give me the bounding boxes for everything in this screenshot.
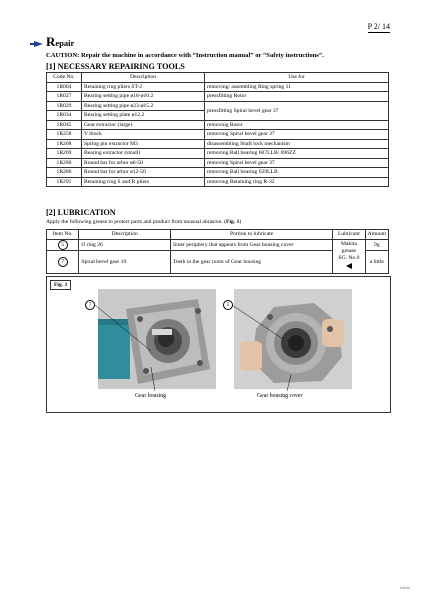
gear-housing-photo: [98, 289, 216, 389]
column-header: Description: [79, 230, 171, 240]
figure-box: [46, 276, 391, 413]
caption-gear-housing: Gear housing: [135, 393, 167, 399]
lubrication-table: [46, 229, 389, 274]
column-header: Description: [82, 73, 205, 83]
code-cell: 1R268: [47, 139, 82, 149]
description-cell: O ring 26: [79, 239, 171, 250]
lubricant-line: Makita: [340, 240, 357, 247]
table-row: [47, 158, 389, 168]
code-cell: 1R286: [47, 168, 82, 178]
use-cell: pressfitting Rotor: [205, 92, 389, 102]
page-title: Repair: [46, 34, 75, 49]
use-cell: removing Spiral bevel gear 37: [205, 158, 389, 168]
column-header: Amount: [365, 230, 388, 240]
callout-badge: 5: [223, 300, 233, 310]
use-cell: removing Spiral bevel gear 37: [205, 130, 389, 140]
description-cell: Spring pin extractor M3: [82, 139, 205, 149]
column-header: Use for: [205, 73, 389, 83]
table-row: [47, 149, 389, 159]
gear-housing-cover-photo: [234, 289, 352, 389]
column-header: Code No.: [47, 73, 82, 83]
code-cell: 1R258: [47, 130, 82, 140]
description-cell: Retaining ring S and R pliers: [82, 177, 205, 187]
table-header-row: [47, 230, 389, 240]
column-header: Portion to lubricate: [171, 230, 333, 240]
use-cell: disassembling Shaft lock mechanism: [205, 139, 389, 149]
callout-5: [223, 300, 233, 310]
description-cell: Retaining ring pliers ST-2: [82, 82, 205, 92]
arrow-icon: [34, 41, 43, 47]
item-number-badge: 7: [58, 257, 68, 267]
table-row: [47, 177, 389, 187]
description-cell: Gear extractor (large): [82, 120, 205, 130]
amount-cell: 9g: [365, 239, 388, 250]
code-cell: 1R280: [47, 158, 82, 168]
lubricant-cell: [333, 239, 366, 273]
callout-badge: 7: [85, 300, 95, 310]
description-cell: V block: [82, 130, 205, 140]
description-cell: Round bar for arbor ø6-50: [82, 158, 205, 168]
item-cell: [47, 250, 79, 273]
figure-label: Fig. 1: [50, 280, 71, 290]
amount-cell: a little: [365, 250, 388, 273]
section-title-lubrication: [2] LUBRICATION: [46, 208, 116, 217]
brand-watermark: Makita: [399, 586, 410, 590]
item-number-badge: 5: [58, 240, 68, 250]
code-cell: 1R045: [47, 120, 82, 130]
code-cell: 1R029: [47, 101, 82, 111]
use-cell: removing Rotor: [205, 120, 389, 130]
lubricant-line: grease: [341, 247, 357, 254]
table-row: [47, 120, 389, 130]
description-cell: Round bar for arbor ø12-50: [82, 168, 205, 178]
description-cell: Bearing extractor (small): [82, 149, 205, 159]
description-cell: Spiral bevel gear 10: [79, 250, 171, 273]
callout-7: [85, 300, 95, 310]
portion-cell: Inner periphery that appears from Gear housing cover: [171, 239, 333, 250]
item-cell: [47, 239, 79, 250]
description-cell: Bearing setting plate ø12.2: [82, 111, 205, 121]
table-row: [47, 130, 389, 140]
code-cell: 1R269: [47, 149, 82, 159]
lubrication-intro: Apply the following grease to protect parts and product from unusual abrasion. (Fig. 1): [46, 219, 242, 225]
table-row: [47, 82, 389, 92]
table-row: [47, 239, 389, 250]
lubricant-line: SG. No.0: [338, 254, 360, 261]
page-number: P 2/ 14: [367, 22, 390, 31]
description-cell: Bearing setting pipe ø18-ø10.2: [82, 92, 205, 102]
description-cell: Bearing setting pipe ø23-ø15.2: [82, 101, 205, 111]
code-cell: 1R004: [47, 82, 82, 92]
table-header-row: [47, 73, 389, 83]
table-row: [47, 168, 389, 178]
caption-gear-housing-cover: Gear housing cover: [257, 393, 303, 399]
section-title-tools: [1] NECESSARY REPAIRING TOOLS: [46, 62, 185, 71]
code-cell: 1R034: [47, 111, 82, 121]
column-header: Item No.: [47, 230, 79, 240]
tools-table: [46, 72, 389, 187]
grease-icon: [346, 263, 352, 269]
table-row: [47, 101, 389, 111]
table-row: [47, 139, 389, 149]
use-cell: removing Ball bearing 629LLB: [205, 168, 389, 178]
code-cell: 1R027: [47, 92, 82, 102]
use-cell: removing/ assembling Ring spring 11: [205, 82, 389, 92]
portion-cell: Teeth in the gear room of Gear housing: [171, 250, 333, 273]
column-header: Lubricant: [333, 230, 366, 240]
table-row: [47, 92, 389, 102]
use-cell: removing Retaining ring R-32: [205, 177, 389, 187]
caution-text: CAUTION: Repair the machine in accordance with “Instruction manual” or “Safety instructions”.: [46, 52, 324, 59]
use-cell: removing Ball bearing 607LLB/ 696ZZ: [205, 149, 389, 159]
code-cell: 1R291: [47, 177, 82, 187]
use-cell: pressfitting Spiral bevel gear 37: [205, 101, 389, 120]
repair-heading: [34, 34, 74, 50]
